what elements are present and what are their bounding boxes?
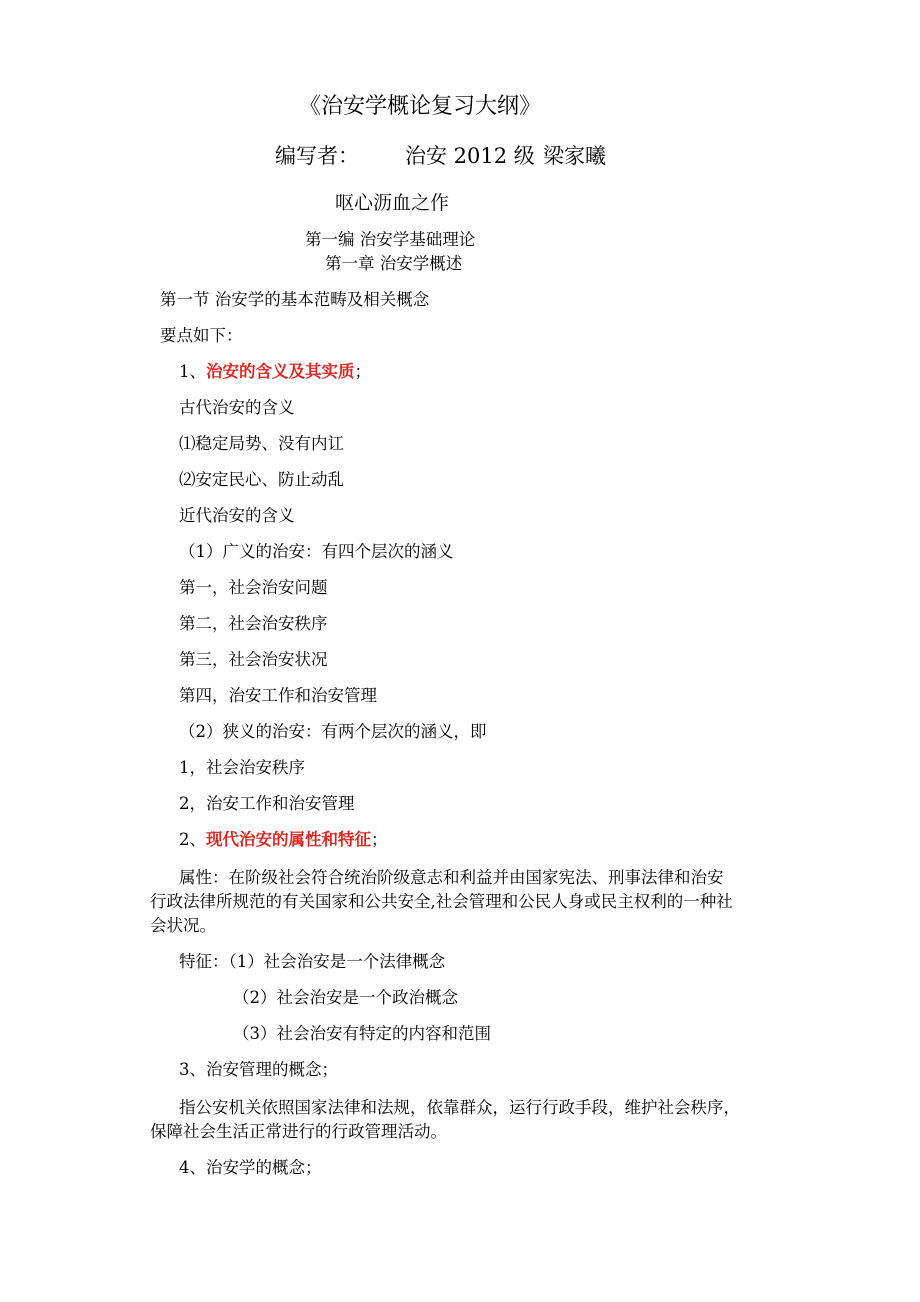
item-1-heading bbox=[179, 364, 371, 381]
item-2-heading bbox=[179, 832, 388, 849]
attribute-line-3: 会状况。 bbox=[150, 916, 216, 935]
item-3-heading: 3、治安管理的概念； bbox=[179, 1060, 338, 1079]
item-1-suffix: ； bbox=[354, 362, 371, 381]
mgmt-line-2: 保障社会生活正常进行的行政管理活动。 bbox=[150, 1122, 447, 1141]
mgmt-line-1: 指公安机关依照国家法律和法规，依靠群众，运行行政手段，维护社会秩序， bbox=[179, 1098, 740, 1117]
ancient-point-2: ⑵安定民心、防止动乱 bbox=[179, 470, 344, 489]
modern-broad-3: 第三，社会治安状况 bbox=[179, 650, 328, 669]
tagline: 呕心沥血之作 bbox=[335, 192, 450, 214]
item-2-prefix: 2、 bbox=[179, 830, 206, 849]
attribute-line-1: 属性：在阶级社会符合统治阶级意志和利益并由国家宪法、刑事法律和治安 bbox=[179, 868, 724, 887]
modern-heading: 近代治安的含义 bbox=[179, 506, 295, 525]
modern-broad-2: 第二，社会治安秩序 bbox=[179, 614, 328, 633]
modern-broad-4: 第四，治安工作和治安管理 bbox=[179, 686, 377, 705]
item-1-prefix: 1、 bbox=[179, 362, 206, 381]
author-label: 编写者： bbox=[275, 144, 359, 168]
document-title: 《治安学概论复习大纲》 bbox=[299, 94, 542, 119]
modern-narrow: （2）狭义的治安：有两个层次的涵义，即 bbox=[179, 722, 487, 741]
section-heading: 第一节 治安学的基本范畴及相关概念 bbox=[160, 290, 430, 309]
item-2-title: 现代治安的属性和特征 bbox=[206, 830, 371, 849]
author-name: 梁家曦 bbox=[543, 144, 606, 168]
modern-broad: （1）广义的治安：有四个层次的涵义 bbox=[179, 542, 454, 561]
summary-intro: 要点如下： bbox=[160, 326, 243, 345]
ancient-heading: 古代治安的含义 bbox=[179, 398, 295, 417]
attribute-line-2: 行政法律所规范的有关国家和公共安全,社会管理和公民人身或民主权利的一种社 bbox=[150, 892, 733, 911]
modern-broad-1: 第一，社会治安问题 bbox=[179, 578, 328, 597]
modern-narrow-1: 1，社会治安秩序 bbox=[179, 758, 305, 777]
feature-2: （2）社会治安是一个政治概念 bbox=[233, 988, 458, 1007]
item-1-title: 治安的含义及其实质 bbox=[206, 362, 355, 381]
feature-3: （3）社会治安有特定的内容和范围 bbox=[233, 1024, 491, 1043]
item-2-suffix: ； bbox=[371, 830, 388, 849]
ancient-point-1: ⑴稳定局势、没有内讧 bbox=[179, 434, 344, 453]
part-heading: 第一编 治安学基础理论 bbox=[305, 230, 476, 249]
author-class: 治安 2012 级 bbox=[405, 144, 535, 168]
item-4-heading: 4、治安学的概念； bbox=[179, 1158, 322, 1177]
chapter-heading: 第一章 治安学概述 bbox=[325, 254, 463, 273]
feature-1: 特征：（1）社会治安是一个法律概念 bbox=[179, 952, 446, 971]
modern-narrow-2: 2，治安工作和治安管理 bbox=[179, 794, 355, 813]
